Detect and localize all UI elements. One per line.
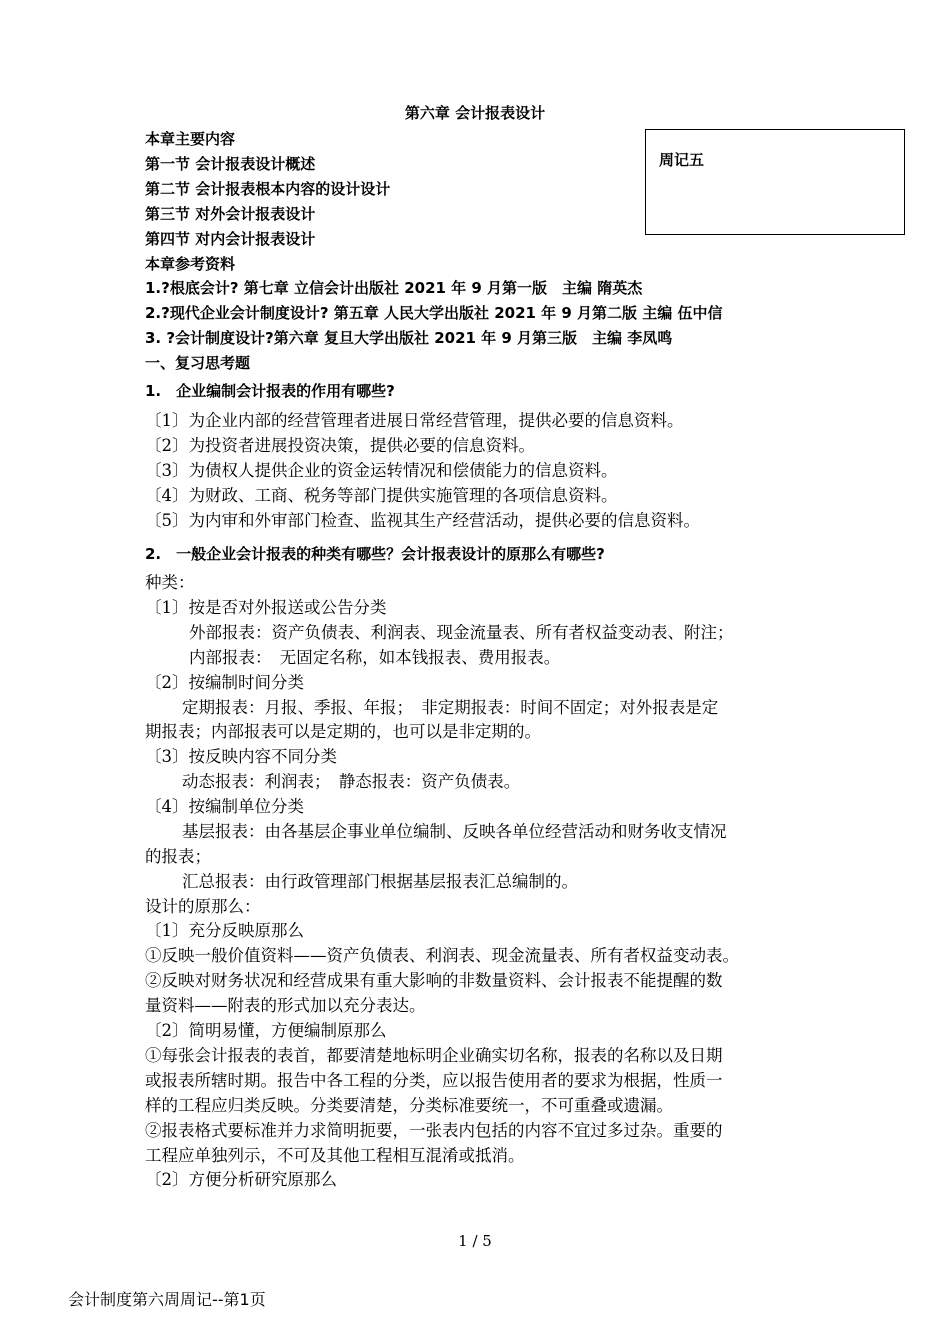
body-line: 量资料——附表的形式加以充分表达。 (145, 996, 426, 1015)
body-line: 动态报表：利润表； 静态报表：资产负债表。 (182, 772, 521, 791)
reference-item: 3. ?会计制度设计?第六章 复旦大学出版社 2021 年 9 月第三版 主编 李凤鸣 (145, 329, 673, 347)
body-line: 期报表；内部报表可以是定期的，也可以是非定期的。 (145, 722, 541, 741)
body-line: 内部报表： 无固定名称，如本钱报表、费用报表。 (189, 648, 561, 667)
outline-heading: 本章主要内容 (145, 130, 236, 148)
body-line: ①反映一般价值资料——资产负债表、利润表、现金流量表、所有者权益变动表。 (145, 946, 739, 965)
body-line: 〔1〕按是否对外报送或公告分类 (145, 598, 387, 617)
note-box (645, 129, 905, 235)
body-line: 设计的原那么： (145, 897, 261, 916)
references-heading: 本章参考资料 (145, 255, 236, 273)
body-line: 汇总报表：由行政管理部门根据基层报表汇总编制的。 (182, 872, 578, 891)
note-box-label: 周记五 (659, 151, 705, 169)
body-line: 〔2〕方便分析研究原那么 (145, 1170, 337, 1189)
body-line: 定期报表：月报、季报、年报； 非定期报表：时间不固定；对外报表是定 (182, 698, 719, 717)
outline-section: 第四节 对内会计报表设计 (145, 230, 316, 248)
reference-item: 1.?根底会计? 第七章 立信会计出版社 2021 年 9 月第一版 主编 隋英杰 (145, 279, 643, 297)
answer-item: 〔1〕为企业内部的经营管理者进展日常经营管理，提供必要的信息资料。 (145, 411, 684, 430)
body-line: ②报表格式要标准并力求简明扼要，一张表内包括的内容不宜过多过杂。重要的 (145, 1121, 723, 1140)
document-title: 第六章 会计报表设计 (404, 104, 546, 122)
question-2: 2. 一般企业会计报表的种类有哪些？会计报表设计的原那么有哪些? (145, 545, 605, 563)
body-line: ②反映对财务状况和经营成果有重大影响的非数量资料、会计报表不能提醒的数 (145, 971, 723, 990)
body-line: 的报表； (145, 847, 211, 866)
answer-item: 〔5〕为内审和外审部门检查、监视其生产经营活动，提供必要的信息资料。 (145, 511, 700, 530)
body-line: 基层报表：由各基层企事业单位编制、反映各单位经营活动和财务收支情况 (182, 822, 727, 841)
reference-item: 2.?现代企业会计制度设计? 第五章 人民大学出版社 2021 年 9 月第二版 主编 伍中信 (145, 304, 723, 322)
body-line: 〔4〕按编制单位分类 (145, 797, 304, 816)
footer-text: 会计制度第六周周记--第1页 (68, 1290, 266, 1309)
outline-section: 第三节 对外会计报表设计 (145, 205, 316, 223)
body-line: 〔2〕简明易懂，方便编制原那么 (145, 1021, 387, 1040)
body-line: 〔1〕充分反映原那么 (145, 921, 304, 940)
body-line: 外部报表：资产负债表、利润表、现金流量表、所有者权益变动表、附注； (189, 623, 734, 642)
body-line: 〔3〕按反映内容不同分类 (145, 747, 337, 766)
outline-section: 第二节 会计报表根本内容的设计设计 (145, 180, 391, 198)
body-line: 种类： (145, 573, 195, 592)
page-number: 1 / 5 (458, 1232, 492, 1250)
body-line: 样的工程应归类反映。分类要清楚，分类标准要统一，不可重叠或遗漏。 (145, 1096, 673, 1115)
body-line: ①每张会计报表的表首，都要清楚地标明企业确实切名称，报表的名称以及日期 (145, 1046, 723, 1065)
review-heading: 一、复习思考题 (145, 354, 251, 372)
answer-item: 〔4〕为财政、工商、税务等部门提供实施管理的各项信息资料。 (145, 486, 618, 505)
outline-section: 第一节 会计报表设计概述 (145, 155, 316, 173)
answer-item: 〔3〕为债权人提供企业的资金运转情况和偿债能力的信息资料。 (145, 461, 618, 480)
body-line: 〔2〕按编制时间分类 (145, 673, 304, 692)
question-1: 1. 企业编制会计报表的作用有哪些? (145, 382, 395, 400)
answer-item: 〔2〕为投资者进展投资决策，提供必要的信息资料。 (145, 436, 535, 455)
body-line: 工程应单独列示，不可及其他工程相互混淆或抵消。 (145, 1146, 525, 1165)
body-line: 或报表所辖时期。报告中各工程的分类，应以报告使用者的要求为根据，性质一 (145, 1071, 723, 1090)
